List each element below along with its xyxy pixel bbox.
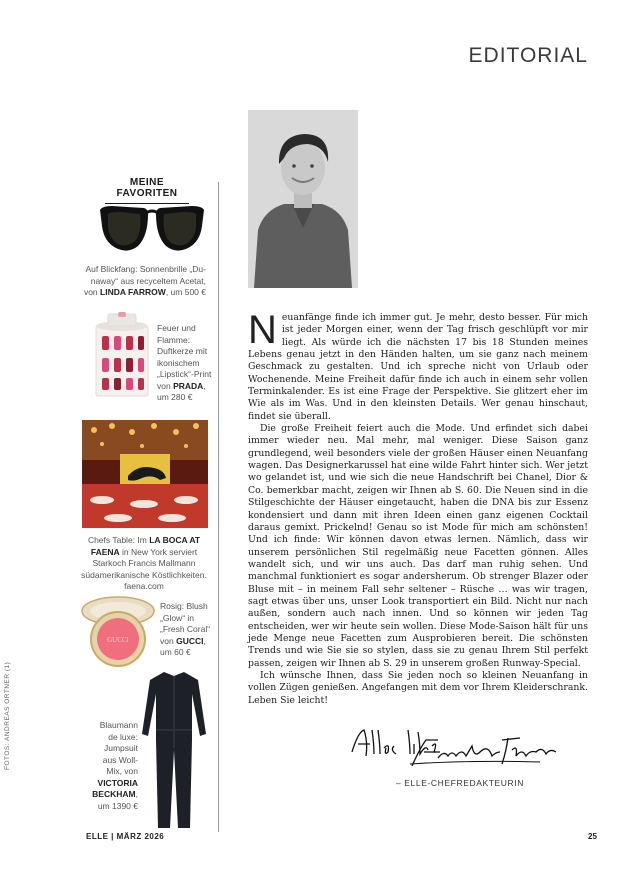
article-paragraph: Die große Freiheit feiert auch die Mode. Und erfindet sich dabei immer wieder neu. Mal mehr, mal weniger. Diese Saison ganz grundlegend, weil besonders viele der großen Häuser einen Neuanfang wagen. Das Designerkarussel hat eine wilde Fahrt hinter sich. Wer jetzt wo gelandet ist, und wie sich die neue Handschrift bei Chanel, Dior & Co. bemerkbar macht, zeigen wir Ihnen ab S. 60. Die Neuen sind in die Stilgeschichte der Häuser eingetaucht, haben die DNA bis zur Essenz kondensiert und dann mit ihren Ideen einen ganz eigenen Cocktail daraus gemixt. Prickelnd! Genau so ist Mode für mich am schönsten! Und ich finde: Wir können davon etwas lernen. Nämlich, dass wir unserem persönlichen Stil regelmäßig neue Facetten gönnen. Alles wandelt sich, und wir uns auch. Das darf man ruhig sehen. Und manchmal funktioniert es sogar andersherum. Ob strenger Blazer oder Bluse mit – in meinem Fall sehr seltener – Rüsche … was wir tragen, sagt etwas über uns, unser Look transportiert ein Bild. Nicht nur nach außen, sondern auch nach innen. Und so können wir jeden Tag entscheiden, wer wir heute sein wollen. Diese Mode-Saison hält für uns jede Menge neue Facetten zum Ausprobieren bereit. Die schönsten Trends und wie Sie sie so stylen, dass sie zu genau Ihrem Stil perfekt passen, zeigen wir Ihnen ab S. 29 in unserem großen Runway-Special. bbox=[248, 423, 588, 669]
blush-image bbox=[80, 595, 158, 667]
favorites-title: MEINE FAVORITEN bbox=[105, 177, 189, 204]
article-paragraph: Ich wünsche Ihnen, dass Sie jeden noch so kleinen Neuanfang in vollen Zügen genießen. Angefangen mit dem vor Ihrem Kleiderschrank. Leben Sie leicht! bbox=[248, 669, 588, 706]
favorite-caption: Blaumann de luxe: Jumpsuit aus Woll-Mix, von VICTORIA BECKHAM, um 1390 € bbox=[92, 720, 138, 811]
photo-credit: FOTOS: ANDREAS ORTNER (1) bbox=[4, 661, 11, 770]
favorite-caption: Feuer und Flamme: Duftkerze mit ikonischem „Lipstick“-Print von PRADA, um 280 € bbox=[157, 323, 212, 402]
favorite-caption: Chefs Table: Im LA BOCA AT FAENA in New York serviert Starkoch Francis Mallmann südamerikanische Köstlichkeiten. faena.com bbox=[81, 535, 207, 591]
footer-magazine-info: ELLE | MÄRZ 2026 bbox=[86, 832, 165, 841]
editorial-article bbox=[248, 308, 588, 707]
signature-role: – ELLE-CHEFREDAKTEURIN bbox=[396, 778, 524, 788]
section-title: EDITORIAL bbox=[468, 44, 588, 67]
restaurant-image bbox=[82, 420, 208, 528]
sunglasses-image bbox=[98, 200, 206, 256]
drop-cap: N bbox=[248, 308, 277, 352]
svg-text:GUCCI: GUCCI bbox=[107, 636, 129, 644]
candle-image bbox=[92, 312, 152, 398]
editor-portrait bbox=[248, 110, 358, 288]
column-divider bbox=[218, 182, 219, 832]
favorite-caption: Auf Blickfang: Sonnenbrille „Du-naway“ aus recyceltem Acetat, von LINDA FARROW, um 500 € bbox=[83, 264, 206, 297]
article-paragraph: euanfänge finde ich immer gut. Je mehr, desto besser. Für mich ist jeder Morgen einer, wenn der Tag frisch geschlüpft vor mir liegt. Als würde ich die nächsten 17 bis 18 Stunden meines Lebens genau jetzt in den Händen halten, um sie ganz nach meinem Geschmack zu gestalten. Und ich spreche nicht von Urlaub oder Wochenende. Meine Freiheit dafür finde ich auch in einem sehr vollen Terminkalender. Es ist eine Frage der Perspektive. Sie glitzert eher im Wie als im Was. Und in den kleinsten Details. Wer genau hinschaut, findet sie überall. bbox=[248, 312, 588, 422]
page-number: 25 bbox=[588, 832, 597, 841]
favorite-caption: Rosig: Blush „Glow“ in „Fresh Coral“ von GUCCI, um 60 € bbox=[160, 601, 211, 657]
jumpsuit-image bbox=[140, 670, 208, 830]
handwritten-signature bbox=[350, 722, 560, 772]
